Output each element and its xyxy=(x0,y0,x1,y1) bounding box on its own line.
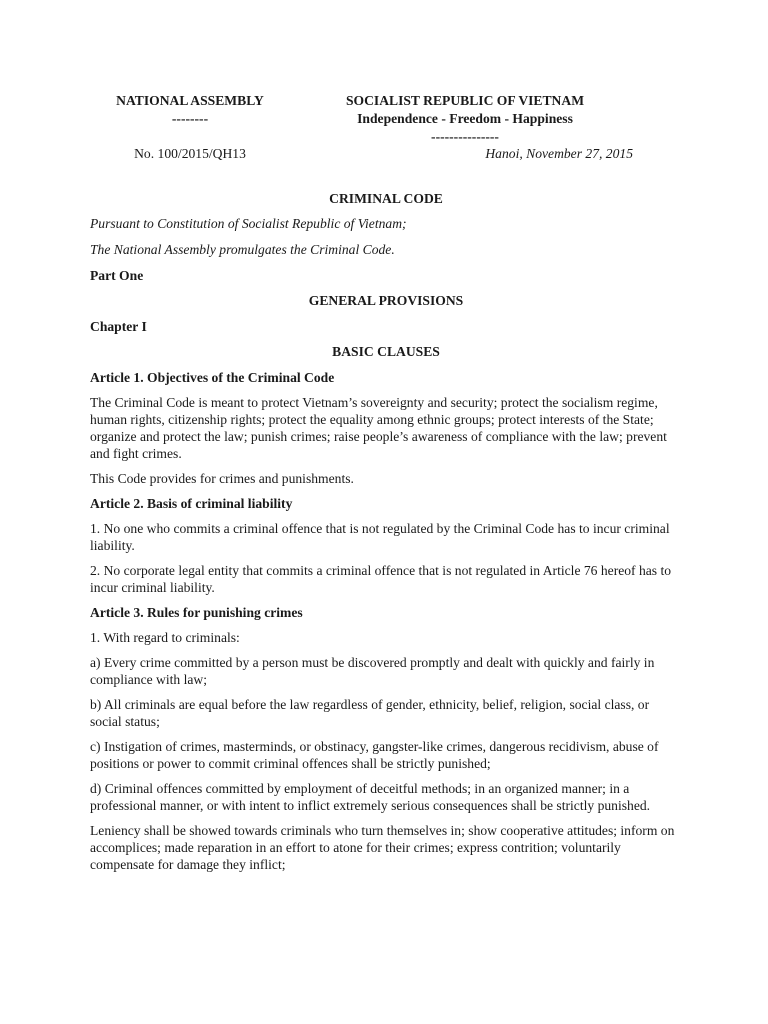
document-number: No. 100/2015/QH13 xyxy=(134,146,246,161)
part-label: Part One xyxy=(90,268,144,283)
article-paragraph: This Code provides for crimes and punishments. xyxy=(90,471,354,486)
article-paragraph: 1. No one who commits a criminal offence that is not regulated by the Criminal Code has to incur criminal liability. xyxy=(90,521,670,553)
article-paragraph: Leniency shall be showed towards criminals who turn themselves in; show cooperative attitudes; inform on accomplices; made reparation in an effort to atone for their crimes; express contrition; voluntarily compensate for damage they inflict; xyxy=(90,823,675,872)
article-paragraph: 2. No corporate legal entity that commits a criminal offence that is not regulated in Article 76 hereof has to incur criminal liability. xyxy=(90,563,672,595)
article-paragraph: 1. With regard to criminals: xyxy=(90,630,240,645)
article-clause: a) Every crime committed by a person must be discovered promptly and dealt with quickly and fairly in compliance with law; xyxy=(90,655,655,687)
article-heading: Article 3. Rules for punishing crimes xyxy=(90,605,303,620)
document-title: CRIMINAL CODE xyxy=(329,191,443,206)
preamble-line: Pursuant to Constitution of Socialist Republic of Vietnam; xyxy=(90,216,407,231)
place-and-date: Hanoi, November 27, 2015 xyxy=(485,146,633,161)
part-title: GENERAL PROVISIONS xyxy=(308,293,464,308)
issuer-block xyxy=(90,92,290,128)
chapter-label: Chapter I xyxy=(90,319,147,334)
article-heading: Article 1. Objectives of the Criminal Code xyxy=(90,370,335,385)
article-clause: c) Instigation of crimes, masterminds, or obstinacy, gangster-like crimes, dangerous recidivism, abuse of positions or power to commit criminal offences shall be strictly punished; xyxy=(90,739,659,771)
issuer-name: NATIONAL ASSEMBLY xyxy=(116,93,264,108)
issuer-divider: -------- xyxy=(171,111,209,126)
country-name: SOCIALIST REPUBLIC OF VIETNAM xyxy=(345,93,585,108)
national-motto: Independence - Freedom - Happiness xyxy=(357,111,573,126)
article-paragraph: The Criminal Code is meant to protect Vietnam’s sovereignty and security; protect the socialism regime, human rights, citizenship rights; protect the equality among ethnic groups; protect interests of the State; organize and protect the law; punish crimes; raise people’s awareness of compliance with the law; prevent and fight crimes. xyxy=(90,395,667,461)
article-heading: Article 2. Basis of criminal liability xyxy=(90,496,293,511)
article-clause: b) All criminals are equal before the law regardless of gender, ethnicity, belief, religion, social class, or social status; xyxy=(90,697,650,729)
document-body xyxy=(90,190,682,873)
state-heading-block xyxy=(320,92,610,146)
motto-divider: --------------- xyxy=(431,129,499,144)
preamble-line: The National Assembly promulgates the Criminal Code. xyxy=(90,242,395,257)
article-clause: d) Criminal offences committed by employment of deceitful methods; in an organized manner; in a professional manner, or with intent to inflict extremely serious consequences shall be strictly punished. xyxy=(90,781,651,813)
chapter-title: BASIC CLAUSES xyxy=(332,344,440,359)
